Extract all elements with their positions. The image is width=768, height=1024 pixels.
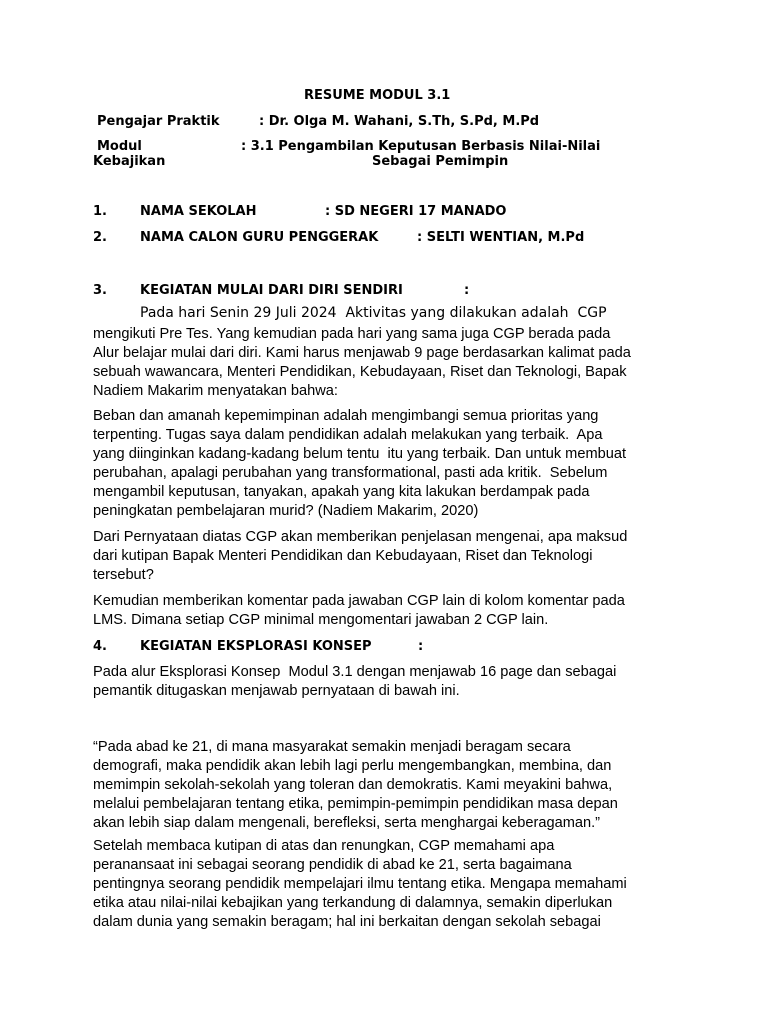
paragraph-line: LMS. Dimana setiap CGP minimal mengomentari jawaban 2 CGP lain. bbox=[93, 612, 549, 628]
teacher-candidate-value: : SELTI WENTIAN, M.Pd bbox=[417, 230, 585, 245]
paragraph-line: peranansaat ini sebagai seorang pendidik di abad ke 21, serta bagaimana bbox=[93, 857, 572, 873]
teacher-value: : Dr. Olga M. Wahani, S.Th, S.Pd, M.Pd bbox=[259, 114, 540, 129]
quote-line: demografi, maka pendidik akan lebih lagi perlu mengembangkan, membina, dan bbox=[93, 758, 612, 774]
section-colon: : bbox=[464, 283, 470, 298]
quote-line: melalui pembelajaran tentang etika, pemimpin-pemimpin pendidikan masa depan bbox=[93, 796, 618, 812]
paragraph-line: mengikuti Pre Tes. Yang kemudian pada hari yang sama juga CGP berada pada bbox=[93, 326, 611, 342]
section-number: 4. bbox=[93, 639, 107, 654]
paragraph-line: Pada hari Senin 29 Juli 2024 Aktivitas yang dilakukan adalah CGP bbox=[140, 305, 607, 321]
school-name-value: : SD NEGERI 17 MANADO bbox=[325, 204, 507, 219]
quote-line: mengambil keputusan, tanyakan, apakah yang kita lakukan berdampak pada bbox=[93, 484, 590, 500]
paragraph-line: Pada alur Eksplorasi Konsep Modul 3.1 dengan menjawab 16 page dan sebagai bbox=[93, 664, 617, 680]
module-value-continued: Sebagai Pemimpin bbox=[372, 154, 509, 169]
module-label: Modul bbox=[97, 139, 142, 154]
section-number: 3. bbox=[93, 283, 107, 298]
quote-line: terpenting. Tugas saya dalam pendidikan adalah melakukan yang terbaik. Apa bbox=[93, 427, 603, 443]
section-heading: KEGIATAN EKSPLORASI KONSEP bbox=[140, 639, 372, 654]
paragraph-line: etika atau nilai-nilai kebajikan yang terkandung di dalamnya, semakin diperlukan bbox=[93, 895, 613, 911]
quote-line: akan lebih siap dalam mengenali, berefleksi, serta menghargai keberagaman.” bbox=[93, 815, 601, 831]
quote-line: yang diinginkan kadang-kadang belum tentu itu yang terbaik. Dan untuk membuat bbox=[93, 446, 627, 462]
module-value: : 3.1 Pengambilan Keputusan Berbasis Nilai-Nilai bbox=[241, 139, 601, 154]
section-colon: : bbox=[418, 639, 424, 654]
item-number: 2. bbox=[93, 230, 107, 245]
school-name-label: NAMA SEKOLAH bbox=[140, 204, 257, 219]
quote-line: peningkatan pembelajaran murid? (Nadiem Makarim, 2020) bbox=[93, 503, 479, 519]
section-heading: KEGIATAN MULAI DARI DIRI SENDIRI bbox=[140, 283, 403, 298]
quote-line: memimpin sekolah-sekolah yang toleran dan demokratis. Kami meyakini bahwa, bbox=[93, 777, 613, 793]
paragraph-line: dari kutipan Bapak Menteri Pendidikan dan Kebudayaan, Riset dan Teknologi bbox=[93, 548, 593, 564]
teacher-label: Pengajar Praktik bbox=[97, 114, 220, 129]
paragraph-line: tersebut? bbox=[93, 567, 154, 583]
paragraph-line: Setelah membaca kutipan di atas dan renungkan, CGP memahami apa bbox=[93, 838, 555, 854]
paragraph-line: dalam dunia yang semakin beragam; hal ini berkaitan dengan sekolah sebagai bbox=[93, 914, 601, 930]
paragraph-line: Nadiem Makarim menyatakan bahwa: bbox=[93, 383, 338, 399]
quote-line: Beban dan amanah kepemimpinan adalah mengimbangi semua prioritas yang bbox=[93, 408, 599, 424]
paragraph-line: Alur belajar mulai dari diri. Kami harus menjawab 9 page berdasarkan kalimat pada bbox=[93, 345, 631, 361]
quote-line: perubahan, apalagi perubahan yang transformational, pasti ada kritik. Sebelum bbox=[93, 465, 608, 481]
paragraph-line: pentingnya seorang pendidik mempelajari ilmu tentang etika. Mengapa memahami bbox=[93, 876, 627, 892]
paragraph-line: Kemudian memberikan komentar pada jawaban CGP lain di kolom komentar pada bbox=[93, 593, 625, 609]
paragraph-line: Dari Pernyataan diatas CGP akan memberikan penjelasan mengenai, apa maksud bbox=[93, 529, 628, 545]
paragraph-line: sebuah wawancara, Menteri Pendidikan, Kebudayaan, Riset dan Teknologi, Bapak bbox=[93, 364, 627, 380]
teacher-candidate-label: NAMA CALON GURU PENGGERAK bbox=[140, 230, 379, 245]
item-number: 1. bbox=[93, 204, 107, 219]
module-label-continued: Kebajikan bbox=[93, 154, 166, 169]
quote-line: “Pada abad ke 21, di mana masyarakat semakin menjadi beragam secara bbox=[93, 739, 571, 755]
paragraph-line: pemantik ditugaskan menjawab pernyataan di bawah ini. bbox=[93, 683, 460, 699]
document-title: RESUME MODUL 3.1 bbox=[304, 88, 451, 103]
